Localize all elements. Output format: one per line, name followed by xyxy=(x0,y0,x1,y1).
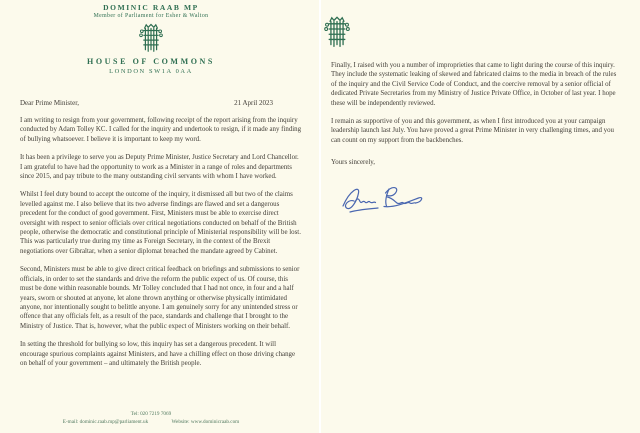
letter-date: 21 April 2023 xyxy=(234,99,273,107)
letterhead-footer xyxy=(0,411,302,426)
letterhead-name: DOMINIC RAAB MP xyxy=(103,3,199,12)
portcullis-crest-icon xyxy=(139,23,163,54)
letterhead-org: HOUSE OF COMMONS xyxy=(87,57,215,66)
paragraph: It has been a privilege to serve you as Deputy Prime Minister, Justice Secretary and Lord Chancellor. I am grateful to have had the opportunity to work as a Minister in a range of roles and departments since 2015, and pay tribute to the many outstanding civil servants with whom I have worked. xyxy=(20,154,299,181)
letter-body-page-1 xyxy=(20,116,302,368)
paragraph: In setting the threshold for bullying so low, this inquiry has set a dangerous precedent. It will encourage spurious complaints against Ministers, and have a chilling effect on those driving change on behalf of your government – and ultimately the British people. xyxy=(20,341,296,367)
salutation: Dear Prime Minister, xyxy=(20,99,80,107)
footer-email: E-mail: dominic.raab.mp@parliament.uk xyxy=(62,418,149,425)
paragraph: I remain as supportive of you and this government, as when I first introduced you at your campaign leadership launch last July. You have proved a great Prime Minister in very challenging times, and you can count on my support from the backbenches. xyxy=(331,118,614,144)
footer-telephone: Tel: 020 7219 7069 xyxy=(130,411,172,417)
letter-body-page-2 xyxy=(331,61,621,145)
paragraph: Second, Ministers must be able to give direct critical feedback on briefings and submissions to senior officials, in order to set the standards and drive the reform the public expect of us. Of course, this must be done within reasonable bounds. Mr Tolley concluded that I had not once, in four and a half years, sworn or shouted at anyone, let alone thrown anything or otherwise physically intimidated anyone, nor intentionally sought to belittle anyone. I am genuinely sorry for any unintended stress or offence that any officials felt, as a result of the pace, standards and challenge that I brought to the Ministry of Justice. That is, however, what the public expect of Ministers working on their behalf. xyxy=(20,266,300,330)
letterhead-address: LONDON SW1A 0AA xyxy=(109,68,193,75)
paragraph: I am writing to resign from your government, following receipt of the report arising from the inquiry conducted by Adam Tolley KC. I called for the inquiry and undertook to resign, if it made any finding of bullying whatsoever. I believe it is important to keep my word. xyxy=(20,117,302,143)
footer-website: Website: www.dominicraab.com xyxy=(171,418,240,425)
letterhead-subtitle: Member of Parliament for Esher & Walton xyxy=(93,13,209,19)
paragraph: Finally, I raised with you a number of improprieties that came to light during the course of this inquiry. They include the systematic leaking of skewed and fabricated claims to the media in breach of the rules of the inquiry and the Civil Service Code of Conduct, and the coercive removal by a senior official of dedicated Private Secretaries from my Ministry of Justice Private Office, in October of last year. I hope these will be independently reviewed. xyxy=(331,62,617,107)
letter-page-2 xyxy=(321,0,640,433)
letter-page-1 xyxy=(0,0,319,433)
letterhead xyxy=(0,0,302,75)
closing-line: Yours sincerely, xyxy=(331,159,376,167)
portcullis-crest-icon xyxy=(324,16,350,49)
salutation-date-row xyxy=(20,99,301,107)
signature-handwriting xyxy=(337,178,437,220)
footer-contact-row xyxy=(0,419,302,427)
paragraph: Whilst I feel duty bound to accept the outcome of the inquiry, it dismissed all but two of the claims levelled against me. I also believe that its two adverse findings are flawed and set a dangerous precedent for the conduct of good government. First, Ministers must be able to exercise direct oversight with respect to senior officials over critical negotiations conducted on behalf of the British people, otherwise the democratic and constitutional principle of Ministerial responsibility will be lost. This was particularly true during my time as Foreign Secretary, in the context of the Brexit negotiations over Gibraltar, when a senior diplomat breached the mandate agreed by Cabinet. xyxy=(20,191,301,255)
